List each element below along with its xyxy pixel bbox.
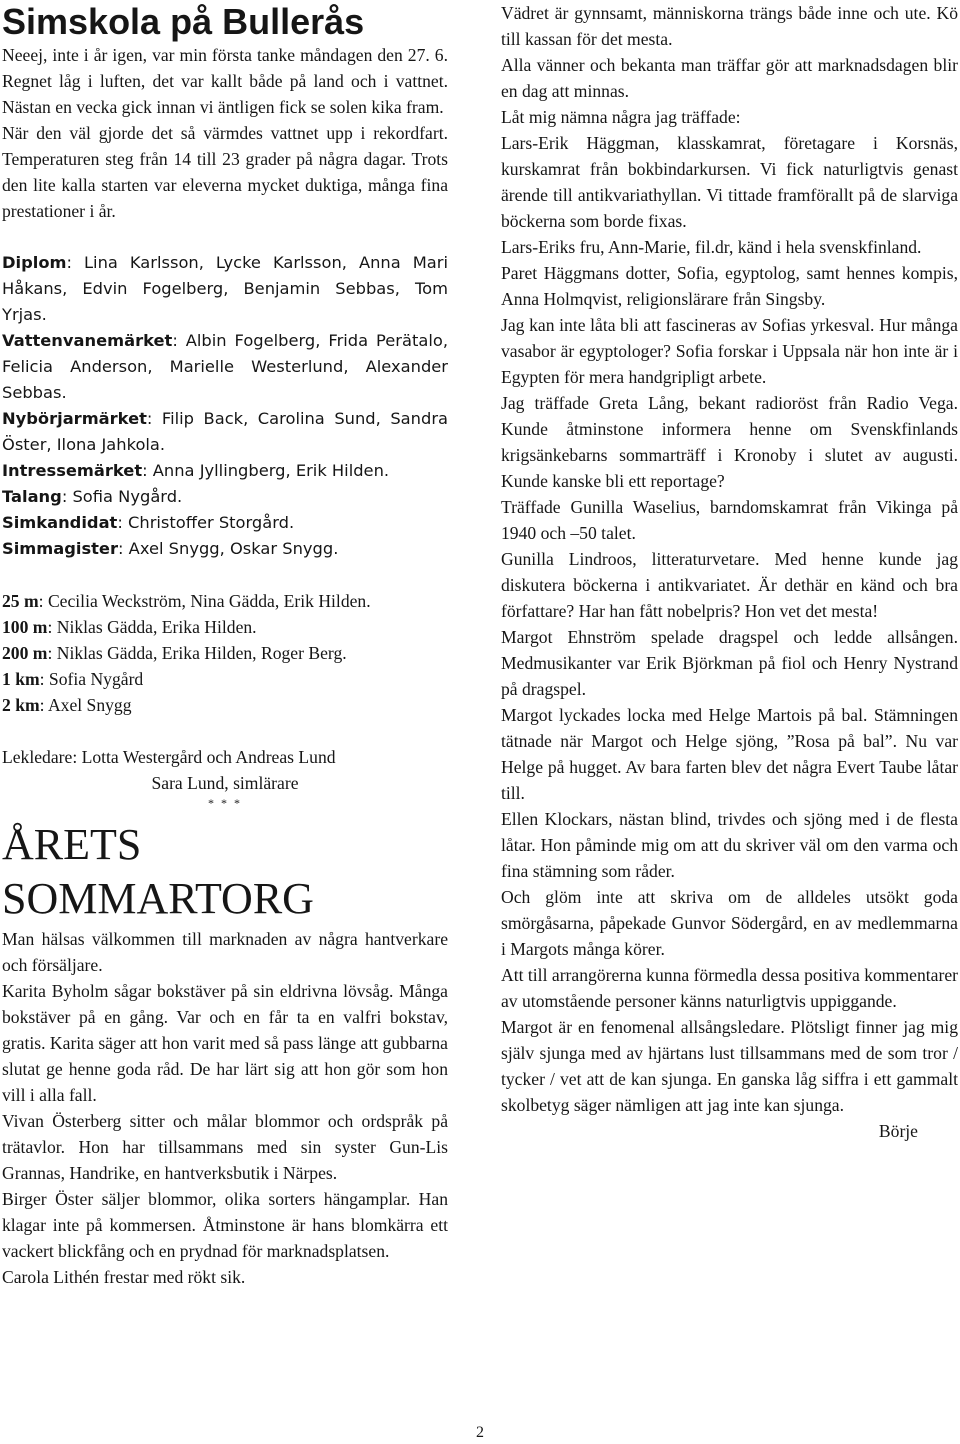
right-paragraph-9: Träffade Gunilla Waselius, barndomskamrat från Vikinga på 1940 och –50 talet.: [501, 497, 958, 543]
badge-nyborjarmarket: Nybörjarmärket: Filip Back, Carolina Sund, Sandra Öster, Ilona Jahkola.: [2, 409, 448, 454]
result-200m: 200 m: Niklas Gädda, Erika Hilden, Roger Berg.: [2, 643, 347, 663]
left-column: [2, 0, 448, 1290]
badge-simkandidat: Simkandidat: Christoffer Storgård.: [2, 513, 295, 532]
right-paragraph-12: Margot lyckades locka med Helge Martois på bal. Stämningen tätnade när Margot och Helge sjöng, ”Rosa på bal”. Nu var Helge på hugget. Av bara farten blev det några Evert Taube låtar till.: [501, 705, 958, 803]
author-signature: Börje: [878, 1121, 918, 1141]
right-paragraph-13: Ellen Klockars, nästan blind, trivdes och sjöng med i de flesta låtar. Hon påminde mig om att du skriver väl om den varma och fina stämning som råder.: [501, 809, 958, 881]
right-paragraph-7: Jag kan inte låta bli att fascineras av Sofias yrkesval. Hur många vasabor är egyptologer? Sofia forskar i Uppsala när hon inte är i Egypten för mera handgripligt arbete.: [501, 315, 958, 387]
intro-paragraph-1: Neeej, inte i år igen, var min första tanke måndagen den 27. 6. Regnet låg i luften, det var kallt både på land och i vattnet. Nästan en vecka gick innan vi äntligen fick se solen kika fram.: [2, 45, 448, 117]
article-title-sommartorg: ÅRETS SOMMARTORG: [2, 820, 314, 923]
distance-results: [2, 588, 448, 718]
result-100m: 100 m: Niklas Gädda, Erika Hilden.: [2, 617, 257, 637]
right-paragraph-5: Lars-Eriks fru, Ann-Marie, fil.dr, känd i hela svenskfinland.: [501, 237, 922, 257]
result-2km: 2 km: Axel Snygg: [2, 695, 132, 715]
right-paragraph-6: Paret Häggmans dotter, Sofia, egyptolog, samt hennes kompis, Anna Holmqvist, religionslärare från Singsby.: [501, 263, 958, 309]
section-separator: * * *: [208, 796, 242, 810]
right-paragraph-16: Margot är en fenomenal allsångsledare. Plötsligt finner jag mig själv sjunga med av hjärtans lust tillsammans med de som tror / tycker / vet att de kan sjunga. En ganska låg siffra i ett gammalt skolbetyg säger nämligen att jag inte kan sjunga.: [501, 1017, 958, 1115]
right-column: [501, 0, 958, 1144]
page-number: 2: [476, 1424, 484, 1441]
right-paragraph-15: Att till arrangörerna kunna förmedla dessa positiva kommentarer av utomstående personer känns naturligtvis uppiggande.: [501, 965, 958, 1011]
result-25m: 25 m: Cecilia Weckström, Nina Gädda, Erik Hilden.: [2, 591, 371, 611]
badge-list: [2, 250, 448, 562]
torg-paragraph-3: Vivan Österberg sitter och målar blommor och ordspråk på trätavlor. Hon har tillsammans med sin syster Gun-Lis Grannas, Handrike, en hantverksbutik i Närpes.: [2, 1111, 448, 1183]
badge-simmagister: Simmagister: Axel Snygg, Oskar Snygg.: [2, 539, 339, 558]
article-title-simskola: Simskola på Bullerås: [2, 1, 365, 42]
torg-paragraph-2: Karita Byholm sågar bokstäver på sin eldrivna lövsåg. Många bokstäver på en gång. Var och en får ta en valfri bokstav, gratis. Karita säger att hon varit med så pass länge att gubbarna slutat ge henne goda råd. De har lärt sig att hon gör som hon vill i alla fall.: [2, 981, 448, 1105]
right-paragraph-10: Gunilla Lindroos, litteraturvetare. Med henne kunde jag diskutera böckerna i antikvariatet. Är dethär en känd och bra författare? Har han fått nobelpris? Hon vet det mesta!: [501, 549, 958, 621]
torg-paragraph-4: Birger Öster säljer blommor, olika sorters hängamplar. Han klagar inte på kommersen. Åtminstone är hans blomkärra ett vackert blickfång och en prydnad för marknadsplatsen.: [2, 1189, 448, 1261]
torg-paragraph-5: Carola Lithén frestar med rökt sik.: [2, 1267, 246, 1287]
intro-paragraph-2: När den väl gjorde det så värmdes vattnet upp i rekordfart. Temperaturen steg från 14 till 23 grader på några dagar. Trots den lite kalla starten var eleverna mycket duktiga, många fina prestationer i år.: [2, 123, 448, 221]
right-paragraph-8: Jag träffade Greta Lång, bekant radioröst från Radio Vega. Kunde åtminstone informera henne om Svenskfinlands krigsänkebarns sommarträff i Kronoby i slutet av augusti. Kunde kanske bli ett reportage?: [501, 393, 958, 491]
badge-intressemarket: Intressemärket: Anna Jyllingberg, Erik Hilden.: [2, 461, 390, 480]
torg-paragraph-1: Man hälsas välkommen till marknaden av några hantverkare och försäljare.: [2, 929, 448, 975]
badge-vattenvanemarket: Vattenvanemärket: Albin Fogelberg, Frida Perätalo, Felicia Anderson, Marielle Westerlund, Alexander Sebbas.: [2, 331, 448, 402]
result-1km: 1 km: Sofia Nygård: [2, 669, 144, 689]
right-paragraph-4: Lars-Erik Häggman, klasskamrat, företagare i Korsnäs, kurskamrat från bokbindarkursen. Vi fick naturligtvis genast ärende till antikvariathyllan. Vi tittade framförallt på de slarviga böckerna som borde fixas.: [501, 133, 958, 231]
right-paragraph-14: Och glöm inte att skriva om de alldeles utsökt goda smörgåsarna, påpekade Gunvor Södergård, en av medlemmarna i Margots många körer.: [501, 887, 958, 959]
badge-diplom: Diplom: Lina Karlsson, Lycke Karlsson, Anna Mari Håkans, Edvin Fogelberg, Benjamin Sebbas, Tom Yrjas.: [2, 253, 448, 324]
right-paragraph-11: Margot Ehnström spelade dragspel och ledde allsången. Medmusikanter var Erik Björkman på fiol och Henry Nystrand på dragspel.: [501, 627, 958, 699]
badge-talang: Talang: Sofia Nygård.: [2, 487, 183, 506]
intro-paragraph-3: Trots den lite kalla starten var eleverna mycket duktiga, många fina prestationer i år.: [2, 149, 448, 221]
leaders-line: Lekledare: Lotta Westergård och Andreas Lund: [2, 747, 336, 767]
teacher-line: Sara Lund, simlärare: [151, 773, 299, 793]
right-paragraph-2: Alla vänner och bekanta man träffar gör att marknadsdagen blir en dag att minnas.: [501, 55, 958, 101]
right-paragraph-3: Låt mig nämna några jag träffade:: [501, 107, 741, 127]
right-paragraph-1: Vädret är gynnsamt, människorna trängs både inne och ute. Kö till kassan för det mesta.: [501, 3, 958, 49]
